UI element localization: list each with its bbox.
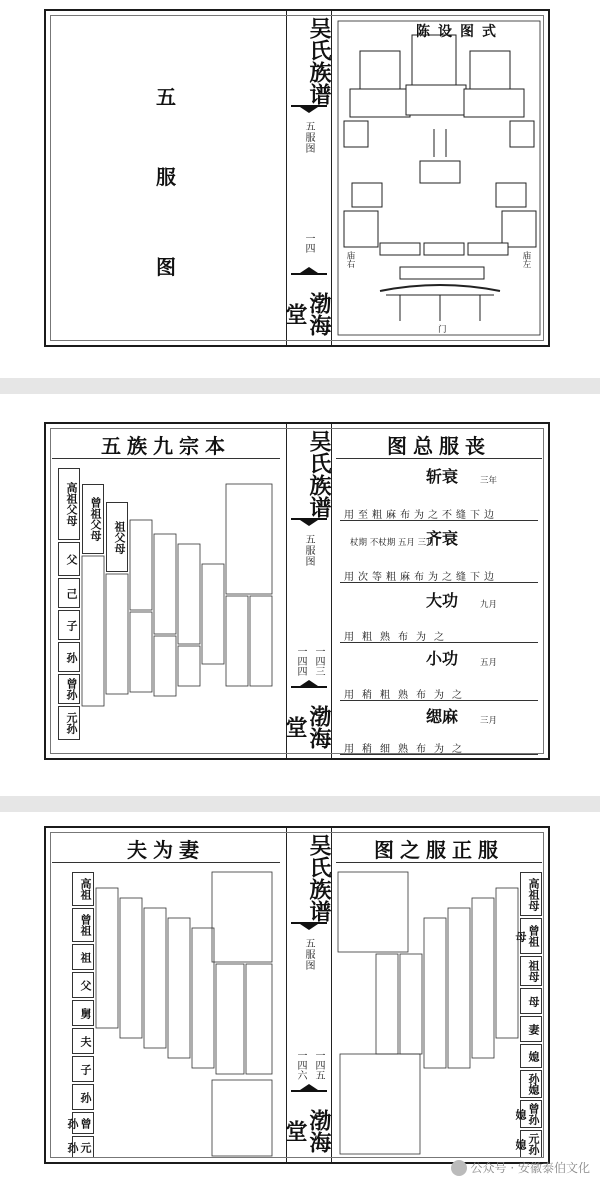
kin-cell: 曾孙: [58, 674, 80, 704]
scan-panel-2: [0, 394, 600, 796]
mourning-period: 杖期 不杖期 五月 三月: [350, 538, 435, 548]
left-header: 夫为妻: [52, 834, 280, 863]
page-number: 一四五: [313, 1050, 324, 1080]
mourning-period: 九月: [480, 600, 498, 610]
page-separator: [0, 796, 600, 812]
kin-cell: 己: [58, 578, 80, 608]
scan-panel-3: [0, 812, 600, 1188]
kin-cell: 父: [72, 972, 94, 998]
page-frame: [44, 9, 550, 347]
right-page: [330, 11, 548, 345]
fish-tail-top: [291, 922, 327, 936]
kin-cell: 夫: [72, 1028, 94, 1054]
page-number: 一四三: [313, 646, 324, 676]
fish-tail-bottom: [291, 261, 327, 275]
mourning-period: 三年: [480, 476, 498, 486]
scan-panel-1: [0, 0, 600, 378]
kin-cell: 曾祖: [72, 908, 94, 942]
mourning-name: 斩衰: [426, 467, 459, 486]
kin-cell: 子: [72, 1056, 94, 1082]
mourning-name: 缌麻: [426, 707, 459, 726]
kin-cell: 舅: [72, 1000, 94, 1026]
mourning-name: 小功: [426, 649, 459, 668]
kin-cell: 元孙媳: [520, 1130, 542, 1158]
right-header: 图之服正服: [336, 834, 542, 863]
fish-tail-top: [291, 105, 327, 119]
kinship-grid-lines: [46, 424, 286, 758]
kin-cell: 祖母: [520, 956, 542, 986]
left-header: 五族九宗本: [52, 430, 280, 459]
hall-name: 渤海堂: [282, 705, 332, 749]
section-label: 五服图: [303, 121, 314, 154]
kin-cell: 曾孙: [72, 1112, 94, 1134]
page-number: 一四: [303, 233, 314, 253]
mourning-row: 用稍细熟布为之: [340, 740, 538, 755]
kin-cell: 母: [520, 988, 542, 1014]
title-char-1: 五: [156, 85, 176, 109]
fish-tail-bottom: [291, 674, 327, 688]
book-title: 吴氏族谱: [306, 430, 332, 518]
altar-arrangement-illustration: [330, 11, 548, 345]
kin-cell: 祖父母: [106, 502, 128, 572]
illustration-title: 陈设图式: [416, 24, 504, 40]
hall-name: 渤海堂: [282, 1109, 332, 1153]
fish-tail-bottom: [291, 1078, 327, 1092]
kin-cell: 孙: [72, 1084, 94, 1110]
section-label: 五服图: [303, 534, 314, 567]
kin-cell: 曾祖母: [520, 918, 542, 954]
wechat-icon: [451, 1160, 467, 1176]
page-number: 一四六: [295, 1050, 306, 1080]
mourning-period: 三月: [480, 716, 498, 726]
kin-cell: 元孙: [58, 706, 80, 740]
kin-cell: 高祖母: [520, 872, 542, 916]
right-page: [330, 828, 548, 1162]
wife-kinship-grid: [46, 828, 286, 1162]
right-header: 图总服丧: [336, 430, 542, 459]
watermark: 公众号 · 安徽泰伯文化: [451, 1159, 590, 1177]
kin-cell: 妻: [520, 1016, 542, 1042]
book-spine: [282, 828, 332, 1162]
page-separator: [0, 378, 600, 394]
kin-cell: 子: [58, 610, 80, 640]
page-frame: [44, 826, 550, 1164]
hall-name: 渤海堂: [282, 292, 332, 336]
kin-cell: 高祖: [72, 872, 94, 906]
page-number: 一四四: [295, 646, 306, 676]
left-page: [46, 424, 286, 758]
left-page: [46, 828, 286, 1162]
fish-tail-top: [291, 518, 327, 532]
mourning-row: 用粗熟布为之: [340, 628, 538, 643]
kin-cell: 父: [58, 542, 80, 576]
kin-cell: 曾孙媳: [520, 1100, 542, 1128]
right-page: [330, 424, 548, 758]
book-spine: [282, 11, 332, 345]
book-title: 吴氏族谱: [306, 17, 332, 105]
label-gate: 门: [438, 325, 447, 335]
mourning-row: 用稍粗熟布为之: [340, 686, 538, 701]
kin-cell: 孙媳: [520, 1070, 542, 1098]
section-label: 五服图: [303, 938, 314, 971]
kin-cell: 高祖父母: [58, 468, 80, 540]
kin-cell: 曾祖父母: [82, 484, 104, 554]
kin-cell: 祖: [72, 944, 94, 970]
mourning-name: 大功: [426, 591, 459, 610]
mourning-name: 齐衰: [426, 529, 459, 548]
page-frame: [44, 422, 550, 760]
title-char-2: 服: [156, 165, 176, 189]
mourning-row: 用次等粗麻布为之缝下边: [340, 568, 538, 583]
husband-kinship-grid: [330, 828, 548, 1162]
label-temple-right: 庙右: [345, 251, 355, 268]
label-temple-left: 庙左: [521, 251, 531, 268]
mourning-period: 五月: [480, 658, 498, 668]
book-spine: [282, 424, 332, 758]
mourning-row: 用至粗麻布为之不缝下边: [340, 506, 538, 521]
kin-cell: 媳: [520, 1044, 542, 1068]
title-char-3: 图: [156, 255, 176, 279]
book-title: 吴氏族谱: [306, 834, 332, 922]
kin-cell: 元孙: [72, 1136, 94, 1158]
left-page: [46, 11, 286, 345]
kin-cell: 孙: [58, 642, 80, 672]
